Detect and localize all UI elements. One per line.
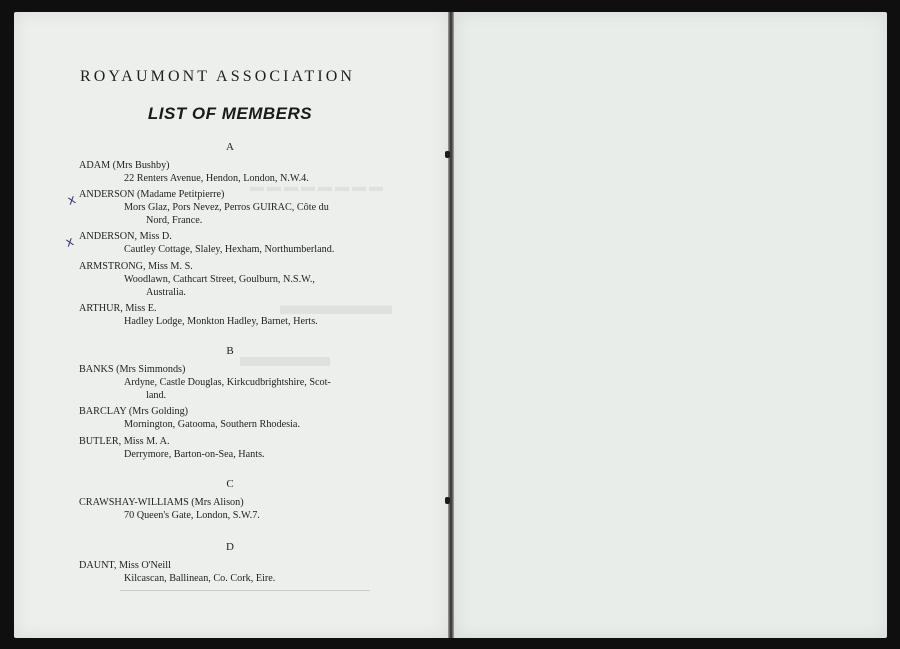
show-through-1: ▬▬▬▬▬▬▬▬: [250, 180, 386, 195]
member-address: Derrymore, Barton-on-Sea, Hants.: [124, 449, 265, 460]
member-address-cont: land.: [146, 390, 167, 401]
pencil-mark-1: x: [65, 192, 78, 209]
member-address-cont: Nord, France.: [146, 215, 203, 226]
section-letter-c: C: [226, 478, 234, 490]
member-name: ARMSTRONG, Miss M. S.: [79, 261, 193, 272]
member-address: Kilcascan, Ballinean, Co. Cork, Eire.: [124, 573, 276, 584]
member-address: Woodlawn, Cathcart Street, Goulburn, N.S.W.,: [124, 274, 315, 285]
member-name: DAUNT, Miss O'Neill: [79, 560, 171, 571]
org-title: ROYAUMONT ASSOCIATION: [80, 68, 356, 85]
member-name: BUTLER, Miss M. A.: [79, 436, 170, 447]
staple-top: [445, 151, 450, 158]
member-address: 22 Renters Avenue, Hendon, London, N.W.4.: [124, 173, 309, 184]
section-letter-a: A: [226, 141, 234, 153]
member-entry: [79, 559, 384, 585]
member-entry: [79, 435, 384, 461]
show-through-3: ▬▬▬: [240, 340, 330, 373]
member-entry: [79, 363, 384, 402]
member-name: ARTHUR, Miss E.: [79, 303, 157, 314]
member-entry: [79, 260, 384, 299]
member-address: Ardyne, Castle Douglas, Kirkcudbrightshire, Scot-: [124, 377, 331, 388]
member-name: ANDERSON (Madame Petitpierre): [79, 189, 225, 200]
member-entry: [79, 188, 384, 227]
member-name: CRAWSHAY-WILLIAMS (Mrs Alison): [79, 497, 244, 508]
member-name: BANKS (Mrs Simmonds): [79, 364, 186, 375]
member-entry: [79, 302, 384, 328]
bottom-rule: [120, 590, 370, 591]
member-address-cont: Australia.: [146, 287, 186, 298]
pencil-mark-2: x: [63, 234, 76, 251]
member-address: Hadley Lodge, Monkton Hadley, Barnet, Herts.: [124, 316, 318, 327]
member-entry: [79, 159, 384, 185]
member-name: BARCLAY (Mrs Golding): [79, 406, 189, 417]
member-entry: [79, 496, 384, 522]
staple-bottom: [445, 497, 450, 504]
book-gutter: [448, 12, 454, 638]
section-letter-d: D: [226, 541, 234, 553]
member-address: Mornington, Gatooma, Southern Rhodesia.: [124, 419, 300, 430]
member-address: Mors Glaz, Pors Nevez, Perros GUIRAC, Côte du: [124, 202, 329, 213]
member-address: Cautley Cottage, Slaley, Hexham, Northumberland.: [124, 244, 335, 255]
list-title: LIST OF MEMBERS: [147, 104, 313, 123]
member-entry: [79, 405, 384, 431]
member-name: ANDERSON, Miss D.: [79, 231, 172, 242]
right-page: [454, 12, 887, 638]
member-entry: [79, 230, 384, 256]
show-through-2: ▬▬▬▬: [280, 290, 392, 321]
member-name: ADAM (Mrs Bushby): [79, 160, 170, 171]
section-letter-b: B: [226, 345, 234, 357]
member-address: 70 Queen's Gate, London, S.W.7.: [124, 510, 260, 521]
